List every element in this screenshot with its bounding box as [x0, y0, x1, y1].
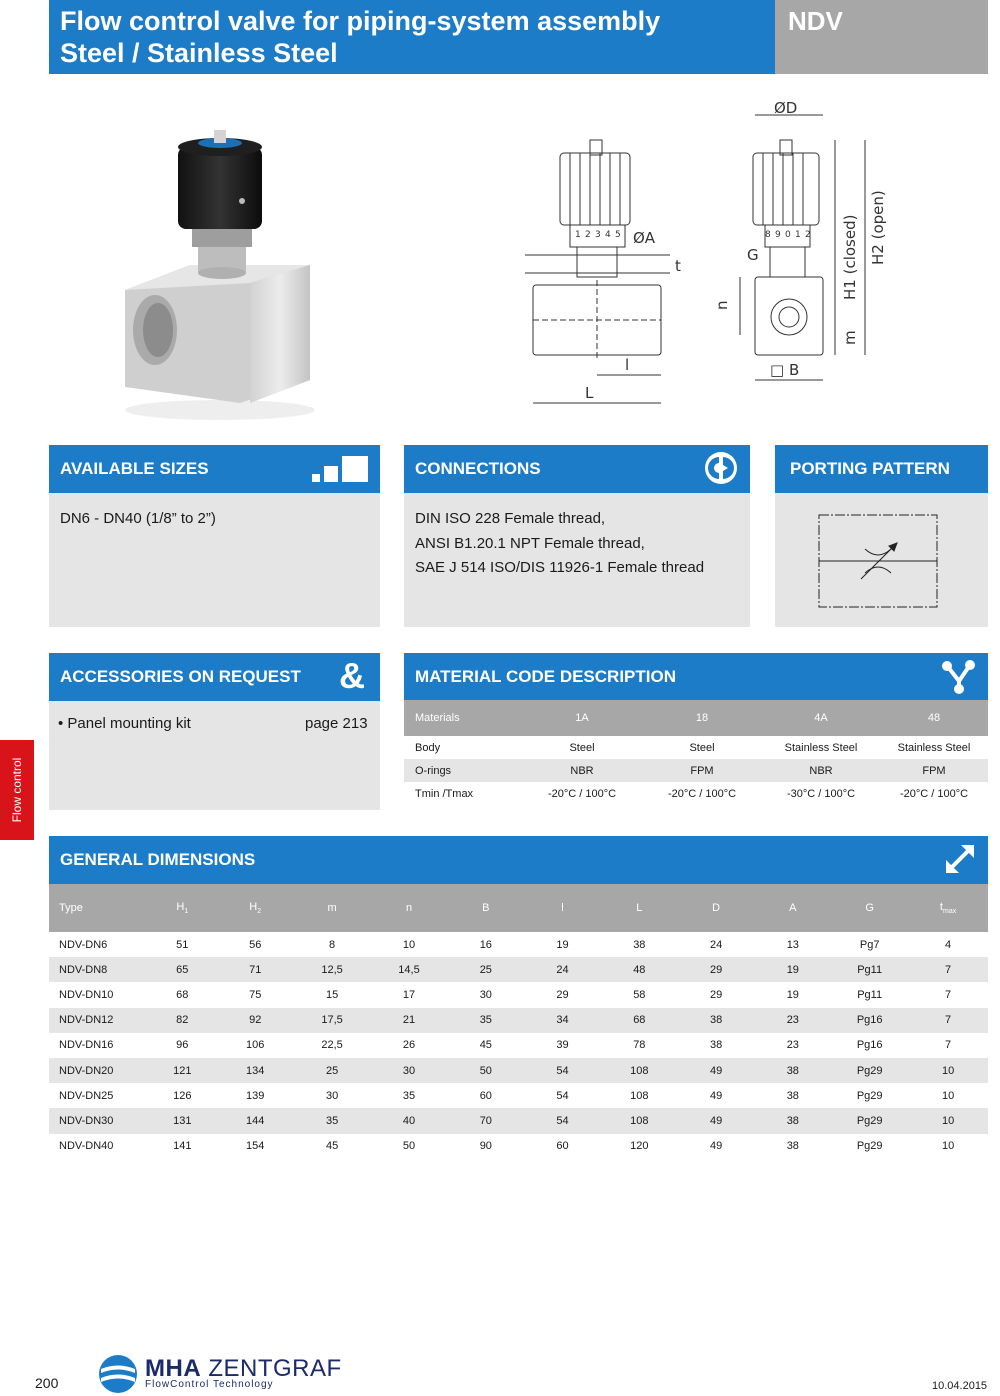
- material-column-header: Materials: [404, 700, 522, 736]
- dimensions-column-header: [217, 884, 294, 932]
- connection-line: ANSI B1.20.1 NPT Female thread,: [415, 534, 645, 552]
- dimension-cell: 139: [246, 1089, 265, 1102]
- dimension-cell: Pg29: [831, 1058, 908, 1083]
- material-cell: NBR: [522, 759, 642, 782]
- table-row: [49, 1108, 988, 1133]
- dimension-cell: 22,5: [321, 1039, 343, 1052]
- material-cell: -20°C / 100°C: [547, 787, 617, 800]
- material-row: [404, 759, 988, 782]
- dimension-cell: 82: [148, 1008, 217, 1033]
- page-number: 200: [35, 1375, 59, 1391]
- dimension-cell: 8: [329, 938, 336, 951]
- label-H1: H1 (closed): [841, 214, 859, 300]
- dimensions-column-header: [831, 884, 908, 932]
- accessory-item: • Panel mounting kit: [58, 715, 191, 732]
- dimension-cell: 68: [601, 1008, 678, 1033]
- connections-header: [404, 445, 750, 493]
- dimension-cell: 75: [249, 988, 262, 1001]
- material-cell: -30°C / 100°C: [786, 787, 856, 800]
- table-row: [49, 1134, 988, 1159]
- material-cell: Stainless Steel: [897, 741, 971, 754]
- dimension-cell: 51: [176, 938, 189, 951]
- dimension-cell: 29: [678, 957, 755, 982]
- dial-number: 1: [575, 230, 581, 240]
- dimension-cell: 131: [148, 1108, 217, 1133]
- material-cell: Stainless Steel: [784, 741, 858, 754]
- dimension-cell: 108: [601, 1058, 678, 1083]
- dimension-cell: 24: [524, 957, 601, 982]
- accessories-title: ACCESSORIES ON REQUEST: [60, 667, 301, 686]
- table-row: [49, 1058, 988, 1083]
- material-cell: -20°C / 100°C: [667, 787, 737, 800]
- column-header-subscript: 1: [184, 908, 189, 916]
- dimension-cell: 48: [601, 957, 678, 982]
- dimension-cell: 60: [556, 1140, 569, 1153]
- brand-tagline: FlowControl Technology: [145, 1379, 274, 1390]
- column-header-subscript: max: [942, 908, 957, 916]
- label-D: ØD: [774, 99, 798, 117]
- connections-panel: [404, 493, 750, 627]
- type-cell: NDV-DN30: [49, 1108, 148, 1133]
- dimension-cell: 40: [371, 1108, 448, 1133]
- connection-line: SAE J 514 ISO/DIS 11926-1 Female thread: [415, 559, 705, 576]
- dimension-cell: 96: [176, 1039, 189, 1052]
- title-line-2: Steel / Stainless Steel: [60, 38, 338, 68]
- column-header-label: t: [939, 900, 943, 913]
- table-row: [49, 1033, 988, 1058]
- table-row: [49, 957, 988, 982]
- dimension-cell: 90: [479, 1140, 492, 1153]
- material-cell: O-rings: [404, 759, 522, 782]
- product-photo: [110, 125, 330, 425]
- dimensions-column-header: [678, 884, 755, 932]
- dimension-cell: 144: [217, 1108, 294, 1133]
- accessories-panel: [49, 701, 380, 810]
- material-cell: FPM: [642, 759, 762, 782]
- dimension-cell: 10: [908, 1058, 988, 1083]
- material-row: [404, 782, 988, 805]
- dial-number: 1: [795, 230, 801, 240]
- column-header-label: H: [249, 900, 258, 913]
- dial-number: 0: [785, 230, 791, 240]
- page-title: [60, 5, 660, 69]
- dial-number: 9: [775, 230, 781, 240]
- dimensions-title: GENERAL DIMENSIONS: [60, 850, 256, 869]
- dimension-cell: 35: [294, 1108, 371, 1133]
- brand-rest: ZENTGRAF: [201, 1355, 342, 1382]
- dimension-cell: Pg16: [856, 1039, 883, 1052]
- dimension-cell: 19: [754, 957, 831, 982]
- print-date: 10.04.2015: [932, 1380, 988, 1392]
- dimension-cell: 19: [556, 938, 569, 951]
- dimension-cell: Pg29: [856, 1089, 883, 1102]
- dial-number: 2: [585, 230, 591, 240]
- dimension-cell: 106: [246, 1039, 265, 1052]
- label-A: ØA: [633, 229, 656, 247]
- dimensions-header-row: [49, 884, 988, 932]
- dimension-cell: 56: [249, 938, 262, 951]
- dimension-cell: 70: [447, 1108, 524, 1133]
- column-header-label: D: [712, 902, 721, 914]
- brand-bold: MHA: [145, 1355, 202, 1382]
- table-row: [49, 982, 988, 1007]
- connections-list: [415, 507, 704, 581]
- dimension-cell: 29: [709, 988, 723, 1001]
- dimension-cell: 17: [402, 988, 416, 1001]
- dimension-cell: 71: [217, 957, 294, 982]
- label-G: G: [747, 246, 759, 264]
- dimension-cell: 54: [556, 1089, 569, 1102]
- column-header-label: Type: [59, 902, 83, 914]
- dimension-cell: Pg11: [857, 988, 883, 1001]
- dimension-cell: 68: [176, 988, 189, 1001]
- column-header-label: A: [789, 902, 797, 914]
- dimension-cell: 19: [786, 988, 799, 1001]
- mha-logo-icon: [98, 1354, 138, 1394]
- material-cell: -20°C / 100°C: [899, 787, 969, 800]
- dimensions-column-header: [754, 884, 831, 932]
- dimension-cell: 21: [371, 1008, 448, 1033]
- dimension-cell: 7: [908, 957, 988, 982]
- dimension-cell: 38: [786, 1140, 799, 1153]
- dimensions-column-header: [601, 884, 678, 932]
- sizes-icon: [312, 456, 368, 482]
- dimensions-column-header: [447, 884, 524, 932]
- label-m: m: [841, 330, 859, 345]
- label-n: n: [713, 300, 731, 310]
- label-l: l: [625, 356, 630, 374]
- dimension-cell: 50: [402, 1140, 416, 1153]
- material-header: [404, 653, 988, 701]
- section-side-tab[interactable]: [0, 740, 34, 840]
- dimension-cell: 16: [479, 938, 492, 951]
- dimension-cell: 17,5: [294, 1008, 371, 1033]
- label-L: L: [585, 384, 594, 402]
- porting-pattern-title: PORTING PATTERN: [790, 459, 950, 478]
- dimensions-column-header: [49, 884, 148, 932]
- dimension-cell: Pg11: [831, 957, 908, 982]
- connection-icon: [704, 451, 738, 485]
- dimension-cell: 38: [754, 1108, 831, 1133]
- type-cell: NDV-DN25: [59, 1089, 114, 1102]
- dimension-cell: 78: [633, 1039, 646, 1052]
- title-line-1: Flow control valve for piping-system assembly: [60, 6, 661, 36]
- dial-number: 3: [595, 230, 601, 240]
- label-H2: H2 (open): [869, 190, 887, 265]
- dimension-cell: 54: [524, 1108, 601, 1133]
- dimensions-column-header: [148, 884, 217, 932]
- dimension-cell: 23: [754, 1008, 831, 1033]
- dimension-cell: Pg16: [831, 1008, 908, 1033]
- table-row: [49, 1083, 988, 1108]
- dimension-cell: 34: [524, 1008, 601, 1033]
- dimension-cell: 7: [945, 1039, 952, 1052]
- dimension-cell: 49: [709, 1089, 723, 1102]
- type-cell: NDV-DN20: [49, 1058, 148, 1083]
- material-table: [404, 700, 988, 805]
- material-column-header: 1A: [522, 700, 642, 736]
- dimension-cell: 60: [479, 1089, 492, 1102]
- column-header-label: B: [482, 902, 490, 914]
- resize-arrow-icon: [943, 842, 977, 876]
- technical-drawing: [515, 95, 895, 425]
- material-cell: Tmin /Tmax: [415, 787, 474, 800]
- dimension-cell: 49: [678, 1108, 755, 1133]
- dimension-cell: 30: [325, 1089, 339, 1102]
- dimensions-column-header: [908, 884, 988, 932]
- material-column-header: 48: [880, 700, 988, 736]
- dimension-cell: 10: [941, 1089, 955, 1102]
- label-B: □ B: [770, 361, 800, 379]
- dimension-cell: 7: [908, 1008, 988, 1033]
- material-cell: FPM: [880, 759, 988, 782]
- front-view: [525, 140, 670, 403]
- dimension-cell: 154: [246, 1140, 265, 1153]
- side-tab-label: Flow control: [10, 757, 24, 823]
- material-cell: Body: [415, 741, 441, 754]
- available-sizes-text: DN6 - DN40 (1/8” to 2”): [60, 510, 216, 527]
- available-sizes-panel: [49, 493, 380, 627]
- dimension-cell: 58: [633, 988, 646, 1001]
- throttle-symbol-icon: [817, 513, 939, 609]
- dial-number: 5: [615, 230, 621, 240]
- material-title: MATERIAL CODE DESCRIPTION: [415, 667, 676, 686]
- type-cell: NDV-DN12: [49, 1008, 148, 1033]
- dimension-cell: 25: [447, 957, 524, 982]
- dimension-cell: 24: [709, 938, 723, 951]
- porting-pattern-panel: [775, 493, 988, 627]
- type-cell: NDV-DN10: [59, 988, 114, 1001]
- material-cell: Steel: [569, 741, 595, 754]
- type-cell: NDV-DN6: [59, 938, 108, 951]
- dimension-cell: 39: [556, 1039, 569, 1052]
- dial-number: 2: [805, 230, 811, 240]
- dimension-cell: 45: [325, 1140, 339, 1153]
- label-t: t: [675, 257, 681, 275]
- dimensions-column-header: [371, 884, 448, 932]
- dimension-cell: 65: [148, 957, 217, 982]
- dial-number: 8: [765, 230, 771, 240]
- dimension-cell: 134: [217, 1058, 294, 1083]
- dimension-cell: Pg7: [859, 938, 880, 951]
- available-sizes-title: AVAILABLE SIZES: [60, 459, 209, 478]
- dimension-cell: 108: [630, 1089, 649, 1102]
- dimension-cell: 38: [709, 1039, 723, 1052]
- accessories-header: [49, 653, 380, 701]
- connections-title: CONNECTIONS: [415, 459, 541, 478]
- dimension-cell: 7: [945, 988, 952, 1001]
- dimension-cell: 13: [786, 938, 799, 951]
- material-column-header: 18: [642, 700, 762, 736]
- dimension-cell: 38: [633, 938, 646, 951]
- column-header-label: n: [405, 902, 413, 914]
- type-cell: NDV-DN16: [59, 1039, 114, 1052]
- dial-number: 4: [605, 230, 611, 240]
- dimensions-header: [49, 836, 988, 884]
- dimension-cell: 108: [601, 1108, 678, 1133]
- dimension-cell: 126: [173, 1089, 192, 1102]
- dimension-cell: 50: [447, 1058, 524, 1083]
- column-header-label: H: [176, 900, 185, 913]
- dimension-cell: 25: [294, 1058, 371, 1083]
- dimension-cell: 14,5: [371, 957, 448, 982]
- dimension-cell: Pg29: [831, 1108, 908, 1133]
- table-row: [49, 1008, 988, 1033]
- dimension-cell: 38: [678, 1008, 755, 1033]
- material-table-header-row: [404, 700, 988, 736]
- dimension-cell: 26: [402, 1039, 416, 1052]
- dimension-cell: 12,5: [294, 957, 371, 982]
- dimension-cell: 49: [709, 1140, 723, 1153]
- dimension-cell: 141: [173, 1140, 192, 1153]
- available-sizes-header: [49, 445, 380, 493]
- column-header-subscript: 2: [257, 908, 262, 916]
- dimension-cell: 10: [908, 1108, 988, 1133]
- porting-pattern-header: [775, 445, 988, 493]
- material-row: [404, 736, 988, 759]
- dimension-cell: 45: [479, 1039, 492, 1052]
- ampersand-icon: &: [339, 655, 365, 696]
- dimensions-column-header: [524, 884, 601, 932]
- column-header-label: G: [865, 902, 874, 914]
- connection-line: DIN ISO 228 Female thread,: [415, 510, 606, 527]
- dimension-cell: 30: [479, 988, 492, 1001]
- dimension-cell: 121: [148, 1058, 217, 1083]
- material-column-header: 4A: [762, 700, 880, 736]
- table-row: [49, 932, 988, 957]
- product-code: NDV: [788, 6, 843, 36]
- column-header-label: L: [636, 902, 643, 914]
- dimension-cell: 30: [371, 1058, 448, 1083]
- dimension-cell: 54: [524, 1058, 601, 1083]
- dimension-cell: 49: [678, 1058, 755, 1083]
- dimensions-column-header: [294, 884, 371, 932]
- dimensions-table: [49, 884, 988, 1159]
- column-header-label: l: [561, 902, 564, 914]
- molecule-icon: [940, 659, 976, 695]
- type-cell: NDV-DN8: [49, 957, 148, 982]
- dimension-cell: 38: [786, 1089, 799, 1102]
- material-cell: Steel: [689, 741, 715, 754]
- material-cell: NBR: [762, 759, 880, 782]
- dimension-cell: 10: [941, 1140, 955, 1153]
- dimension-cell: 15: [325, 988, 339, 1001]
- dimension-cell: 120: [630, 1140, 649, 1153]
- dimension-cell: 92: [217, 1008, 294, 1033]
- dimension-cell: 38: [754, 1058, 831, 1083]
- dimension-cell: 10: [402, 938, 416, 951]
- dimension-cell: 35: [402, 1089, 416, 1102]
- accessory-page-link[interactable]: page 213: [305, 715, 368, 732]
- type-cell: NDV-DN40: [59, 1140, 114, 1153]
- dimension-cell: 29: [556, 988, 569, 1001]
- dimension-cell: 4: [945, 938, 952, 951]
- dimension-cell: Pg29: [856, 1140, 883, 1153]
- dimension-cell: 23: [786, 1039, 799, 1052]
- column-header-label: m: [327, 902, 337, 914]
- dimension-cell: 35: [447, 1008, 524, 1033]
